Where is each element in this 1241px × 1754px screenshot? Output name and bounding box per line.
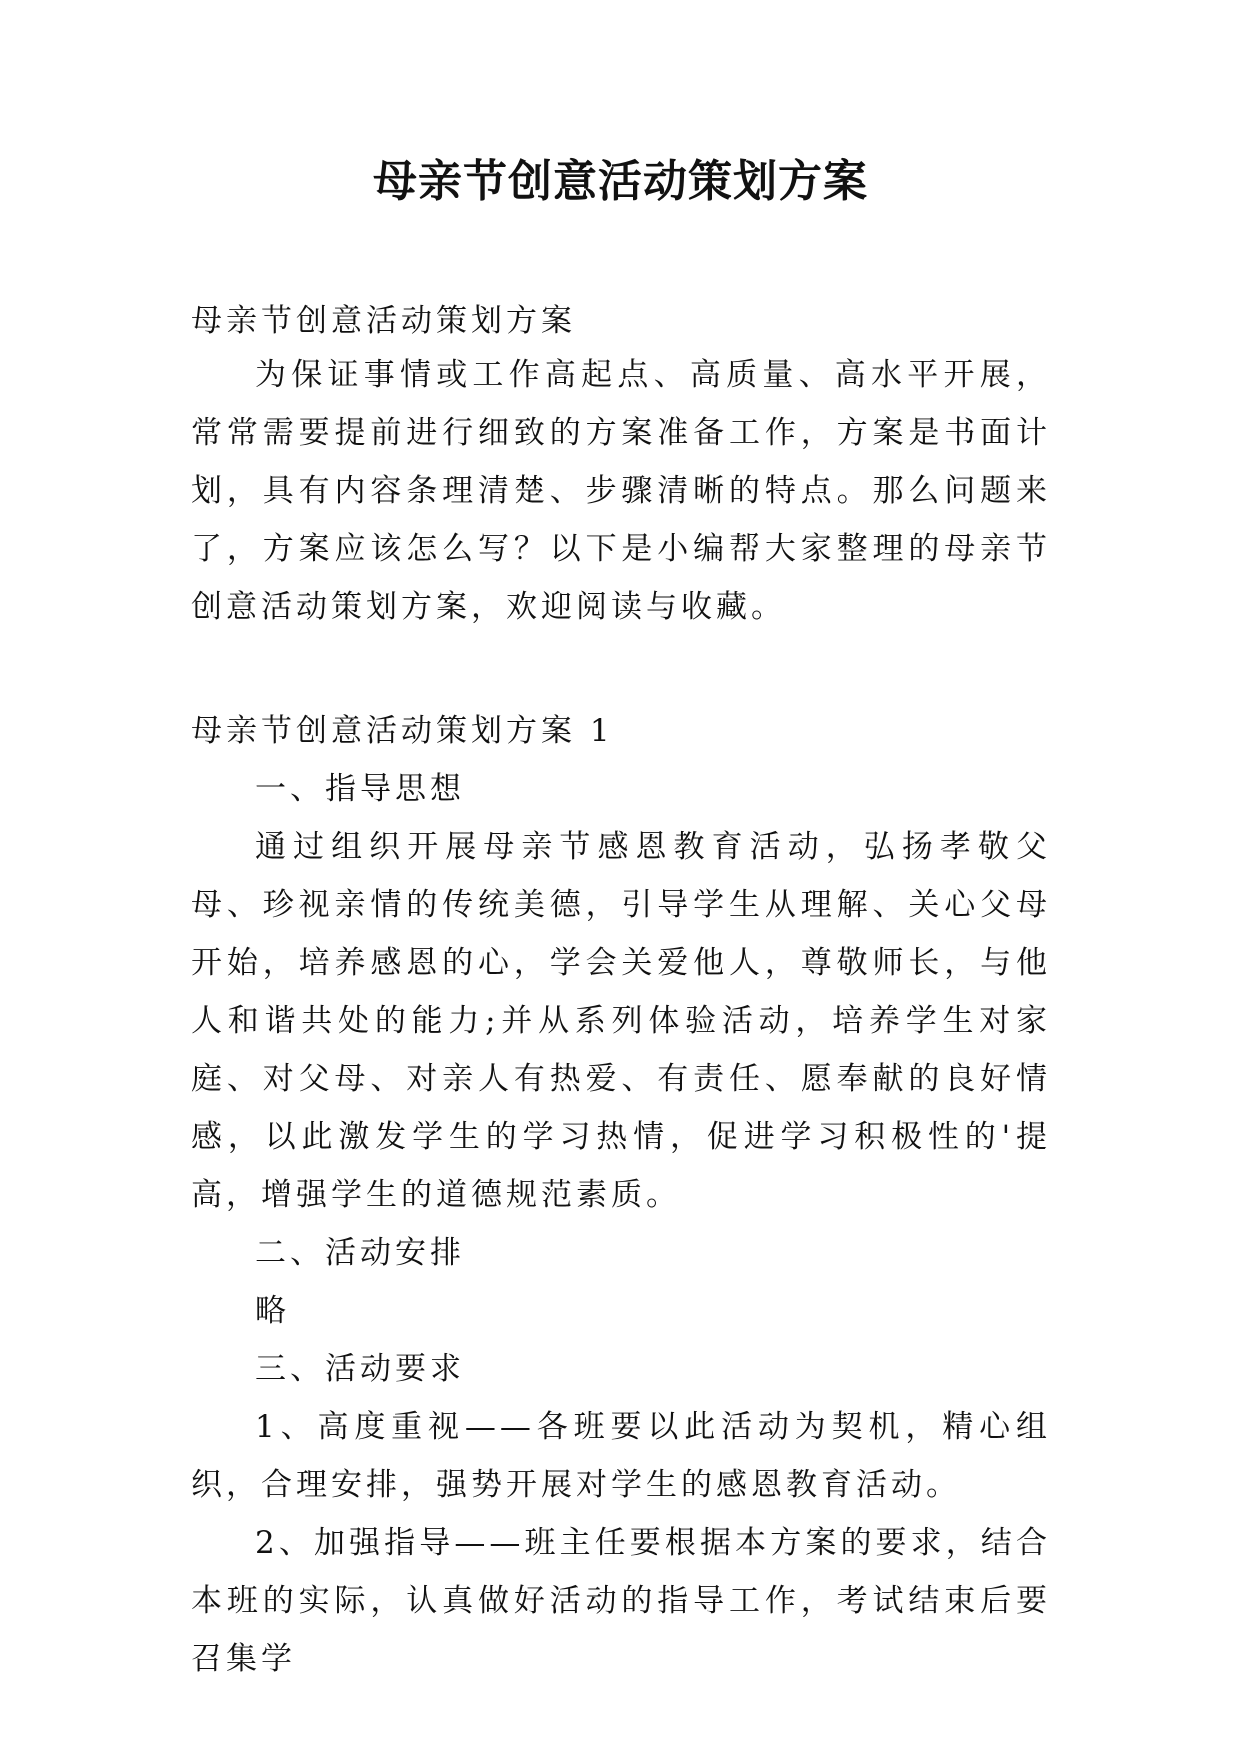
section1-title: 一、指导思想: [255, 771, 465, 807]
requirement-1: 1、高度重视——各班要以此活动为契机，精心组织，合理安排，强势开展对学生的感恩教育活动。: [191, 1409, 1051, 1503]
intro-heading-block: [191, 292, 1051, 350]
section3-title: 三、活动要求: [255, 1351, 465, 1387]
document-title: 母亲节创意活动策划方案: [373, 156, 868, 207]
intro-paragraph: 为保证事情或工作高起点、高质量、高水平开展，常常需要提前进行细致的方案准备工作，方案是书面计划，具有内容条理清楚、步骤清晰的特点。那么问题来了，方案应该怎么写？以下是小编帮大家整理的母亲节创意活动策划方案，欢迎阅读与收藏。: [191, 357, 1051, 625]
section2-paragraph: 略: [255, 1293, 290, 1329]
plan1-heading: 母亲节创意活动策划方案 1: [191, 713, 614, 749]
plan1-block: [191, 702, 1051, 1688]
intro-block: [191, 346, 1051, 636]
section2-title: 二、活动安排: [255, 1235, 465, 1271]
section1-paragraph: 通过组织开展母亲节感恩教育活动，弘扬孝敬父母、珍视亲情的传统美德，引导学生从理解、关心父母开始，培养感恩的心，学会关爱他人，尊敬师长，与他人和谐共处的能力;并从系列体验活动，培养学生对家庭、对父母、对亲人有热爱、有责任、愿奉献的良好情感，以此激发学生的学习热情，促进学习积极性的'提高，增强学生的道德规范素质。: [191, 829, 1051, 1213]
requirement-2: 2、加强指导——班主任要根据本方案的要求，结合本班的实际，认真做好活动的指导工作，考试结束后要召集学: [191, 1525, 1051, 1677]
intro-heading: 母亲节创意活动策划方案: [191, 303, 576, 339]
